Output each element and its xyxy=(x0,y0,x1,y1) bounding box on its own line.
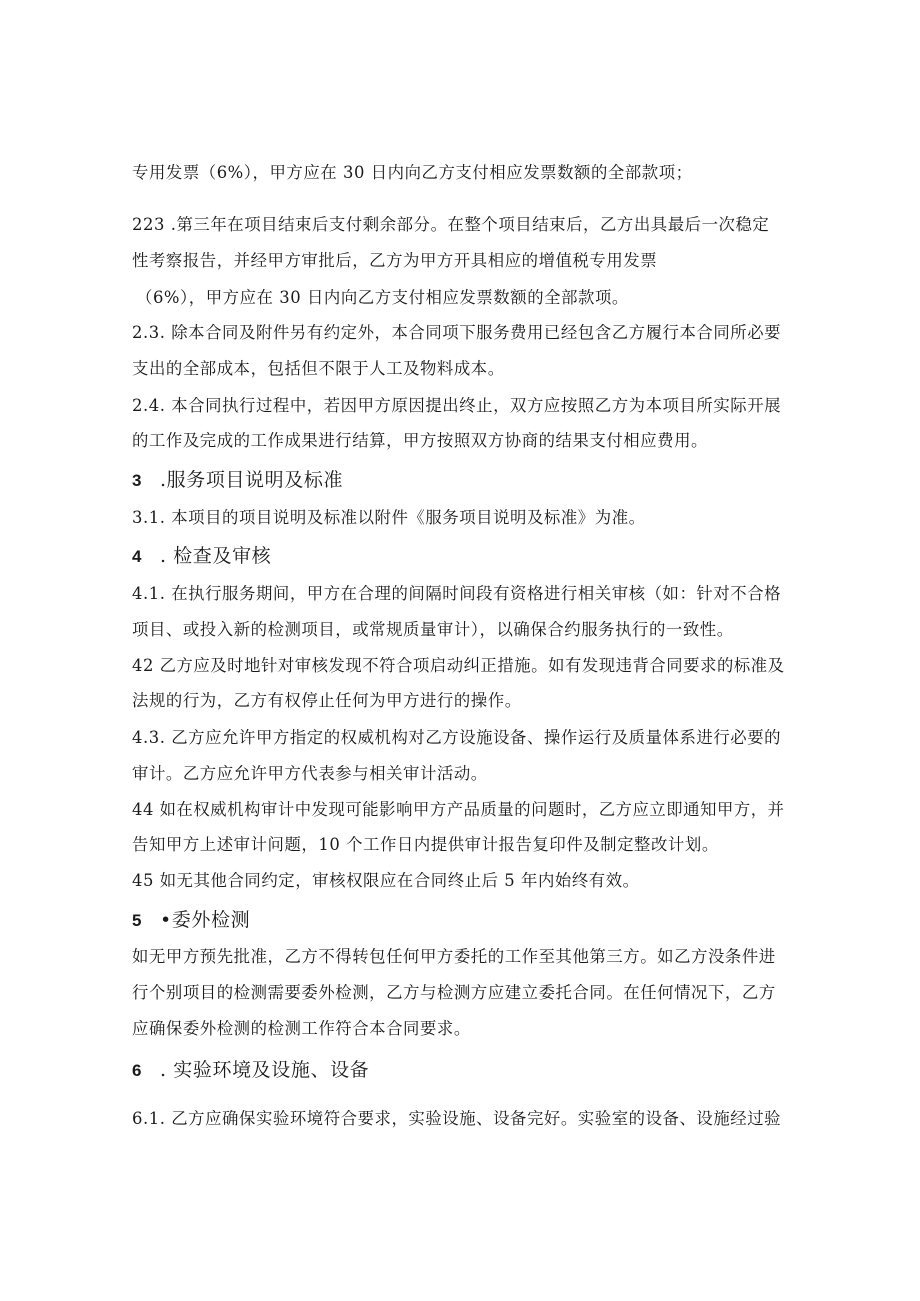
section-heading-3 xyxy=(132,467,343,494)
section-number: 3 xyxy=(132,471,143,490)
section-heading-5 xyxy=(132,907,250,934)
paragraph-line: 审计。乙方应允许甲方代表参与相关审计活动。 xyxy=(132,764,488,783)
paragraph-line: （6%），甲方应在 30 日内向乙方支付相应发票数额的全部款项。 xyxy=(136,288,629,307)
section-title: . 检查及审核 xyxy=(160,545,272,567)
section-number: 6 xyxy=(132,1061,143,1080)
paragraph-line: 应确保委外检测的检测工作符合本合同要求。 xyxy=(132,1019,471,1038)
paragraph-line: 如无甲方预先批准，乙方不得转包任何甲方委托的工作至其他第三方。如乙方没条件进 xyxy=(132,947,776,966)
paragraph-line: 45 如无其他合同约定，审核权限应在合同终止后 5 年内始终有效。 xyxy=(132,871,640,890)
paragraph-line: 法规的行为，乙方有权停止任何为甲方进行的操作。 xyxy=(132,691,522,710)
paragraph-line: 42 乙方应及时地针对审核发现不符合项启动纠正措施。如有发现违背合同要求的标准及 xyxy=(132,656,785,675)
paragraph-line: 4.1. 在执行服务期间，甲方在合理的间隔时间段有资格进行相关审核（如：针对不合格 xyxy=(132,584,782,603)
paragraph-line: 项目、或投入新的检测项目，或常规质量审计），以确保合约服务执行的一致性。 xyxy=(132,620,734,639)
paragraph-line: 专用发票（6%），甲方应在 30 日内向乙方支付相应发票数额的全部款项； xyxy=(132,163,693,182)
paragraph-line: 的工作及完成的工作成果进行结算，甲方按照双方协商的结果支付相应费用。 xyxy=(132,431,708,450)
section-title: .服务项目说明及标准 xyxy=(160,469,344,491)
section-heading-4 xyxy=(132,543,271,570)
paragraph-line: 告知甲方上述审计问题，10 个工作日内提供审计报告复印件及制定整改计划。 xyxy=(132,835,719,854)
paragraph-line: 2.4. 本合同执行过程中，若因甲方原因提出终止，双方应按照乙方为本项目所实际开展 xyxy=(132,396,782,415)
section-heading-6 xyxy=(132,1057,369,1084)
section-number: 4 xyxy=(132,547,143,566)
section-title: •委外检测 xyxy=(160,909,251,931)
paragraph-line: 3.1. 本项目的项目说明及标准以附件《服务项目说明及标准》为准。 xyxy=(132,508,646,527)
paragraph-line: 性考察报告，并经甲方审批后，乙方为甲方开具相应的增值税专用发票 xyxy=(132,251,658,270)
paragraph-line: 44 如在权威机构审计中发现可能影响甲方产品质量的问题时，乙方应立即通知甲方，并 xyxy=(132,800,785,819)
paragraph-line: 6.1. 乙方应确保实验环境符合要求，实验设施、设备完好。实验室的设备、设施经过验 xyxy=(132,1109,782,1128)
section-title: . 实验环境及设施、设备 xyxy=(160,1059,370,1081)
paragraph-line: 4.3. 乙方应允许甲方指定的权威机构对乙方设施设备、操作运行及质量体系进行必要的 xyxy=(132,728,782,747)
paragraph-line: 支出的全部成本，包括但不限于人工及物料成本。 xyxy=(132,359,505,378)
paragraph-line: 行个别项目的检测需要委外检测，乙方与检测方应建立委托合同。在任何情况下，乙方 xyxy=(132,983,776,1002)
paragraph-line: 223 .第三年在项目结束后支付剩余部分。在整个项目结束后，乙方出具最后一次稳定 xyxy=(132,215,770,234)
paragraph-line: 2.3. 除本合同及附件另有约定外，本合同项下服务费用已经包含乙方履行本合同所必要 xyxy=(132,323,782,342)
section-number: 5 xyxy=(132,911,143,930)
